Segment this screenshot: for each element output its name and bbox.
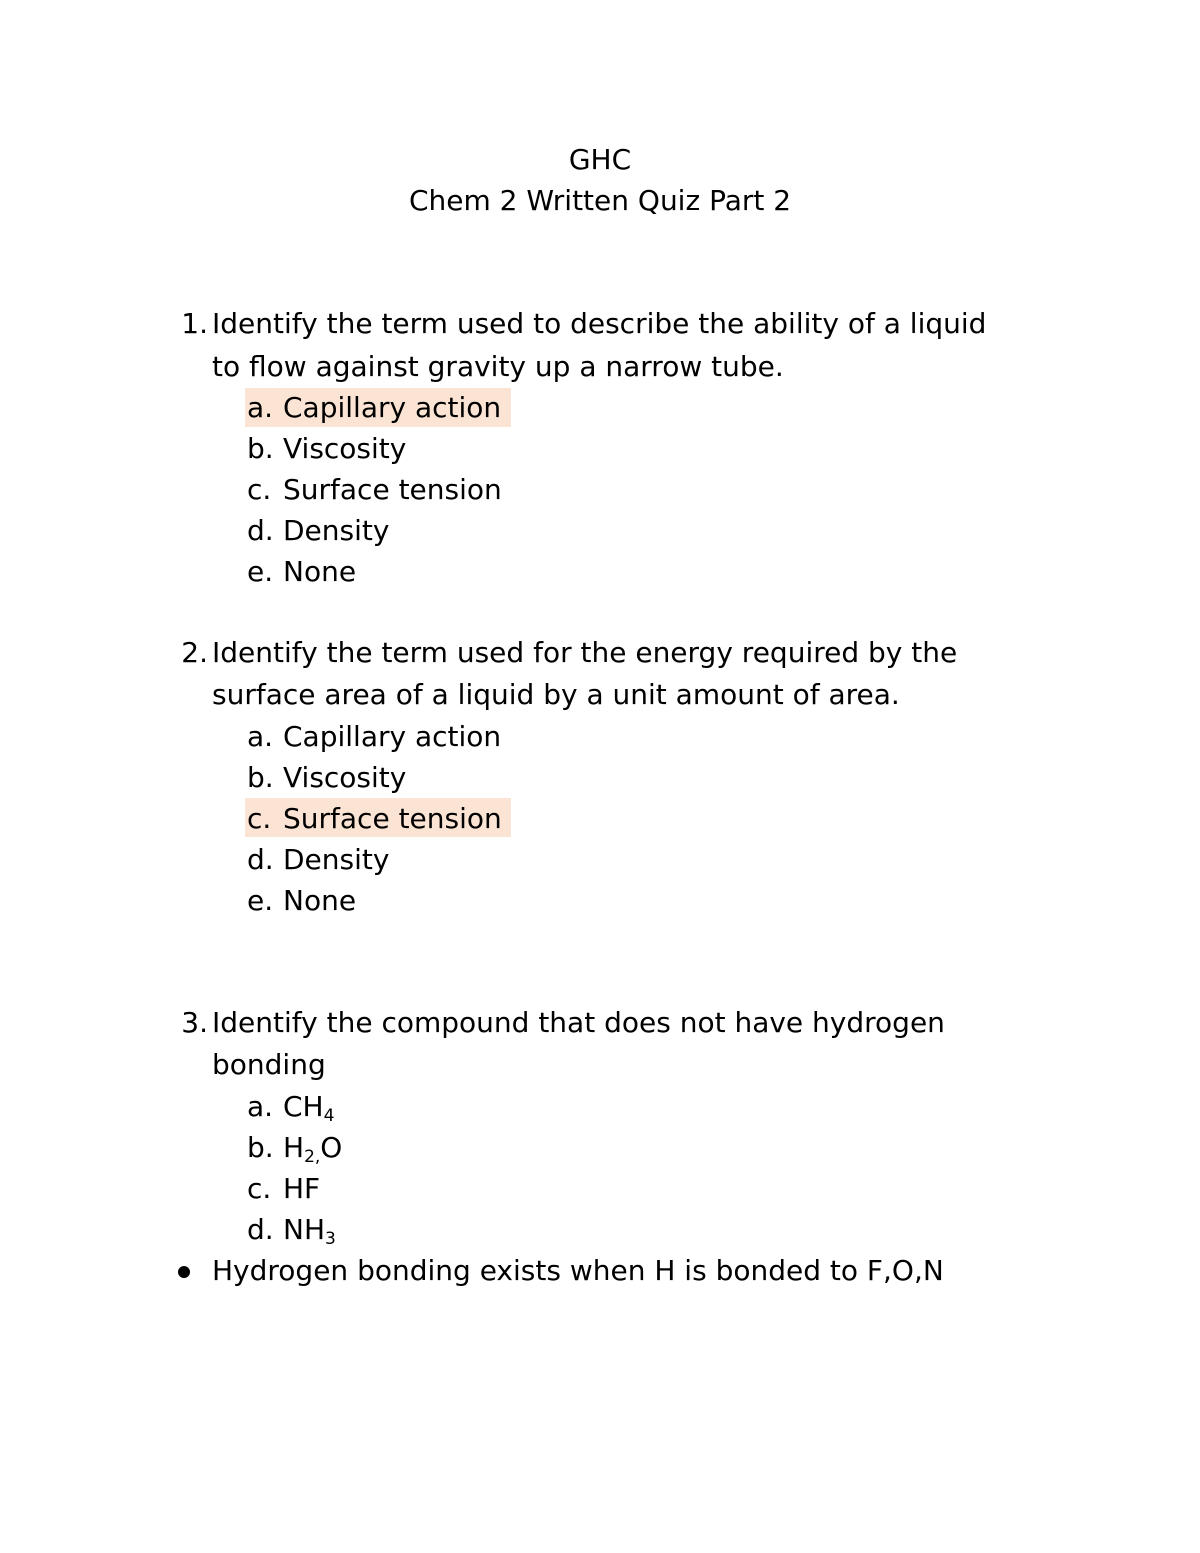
note-text: Hydrogen bonding exists when H is bonded to F,O,N xyxy=(212,1254,944,1287)
chemical-formula xyxy=(283,1168,320,1209)
option-letter: e. xyxy=(247,884,274,917)
chemical-formula xyxy=(283,1086,334,1127)
question-text-line: Identify the compound that does not have hydrogen xyxy=(212,1006,945,1039)
option-letter: a. xyxy=(247,720,274,753)
option-letter: a. xyxy=(247,391,274,424)
formula-base: HF xyxy=(283,1172,321,1205)
option-text: None xyxy=(283,884,357,917)
option-letter: a. xyxy=(247,1090,274,1123)
chemical-formula xyxy=(283,1209,336,1250)
option-text: Density xyxy=(283,843,390,876)
option-letter: c. xyxy=(247,802,272,835)
question-text-line: to flow against gravity up a narrow tube. xyxy=(212,350,784,383)
option-text: Viscosity xyxy=(283,432,407,465)
option-letter: d. xyxy=(247,843,274,876)
option-letter: c. xyxy=(247,473,272,506)
question-number: 3. xyxy=(181,1006,208,1039)
document-organization: GHC xyxy=(568,143,632,176)
option-text: Viscosity xyxy=(283,761,407,794)
question-text-line: surface area of a liquid by a unit amount of area. xyxy=(212,678,900,711)
document-title: Chem 2 Written Quiz Part 2 xyxy=(408,184,792,217)
option-letter: c. xyxy=(247,1172,272,1205)
option-letter: b. xyxy=(247,1131,274,1164)
option-letter: d. xyxy=(247,1213,274,1246)
option-text: Density xyxy=(283,514,390,547)
option-letter: b. xyxy=(247,761,274,794)
bullet-dot-icon xyxy=(178,1266,190,1278)
formula-subscript: 3 xyxy=(325,1229,336,1249)
formula-subscript: 2, xyxy=(304,1147,321,1167)
question-number: 1. xyxy=(181,307,208,340)
question-text-line: Identify the term used to describe the ability of a liquid xyxy=(212,307,987,340)
option-text: None xyxy=(283,555,357,588)
formula-base: NH xyxy=(283,1213,325,1246)
chemical-formula xyxy=(283,1127,342,1168)
formula-base: CH xyxy=(283,1090,324,1123)
formula-base: H xyxy=(283,1131,305,1164)
option-letter: d. xyxy=(247,514,274,547)
option-text: Capillary action xyxy=(283,720,502,753)
question-text-line: Identify the term used for the energy required by the xyxy=(212,636,958,669)
question-text-line: bonding xyxy=(212,1048,326,1081)
option-text: Surface tension xyxy=(283,802,502,835)
option-text: Capillary action xyxy=(283,391,502,424)
formula-subscript: 4 xyxy=(323,1106,335,1126)
option-letter: b. xyxy=(247,432,274,465)
question-number: 2. xyxy=(181,636,208,669)
formula-tail: O xyxy=(320,1131,343,1164)
option-letter: e. xyxy=(247,555,274,588)
option-text: Surface tension xyxy=(283,473,502,506)
